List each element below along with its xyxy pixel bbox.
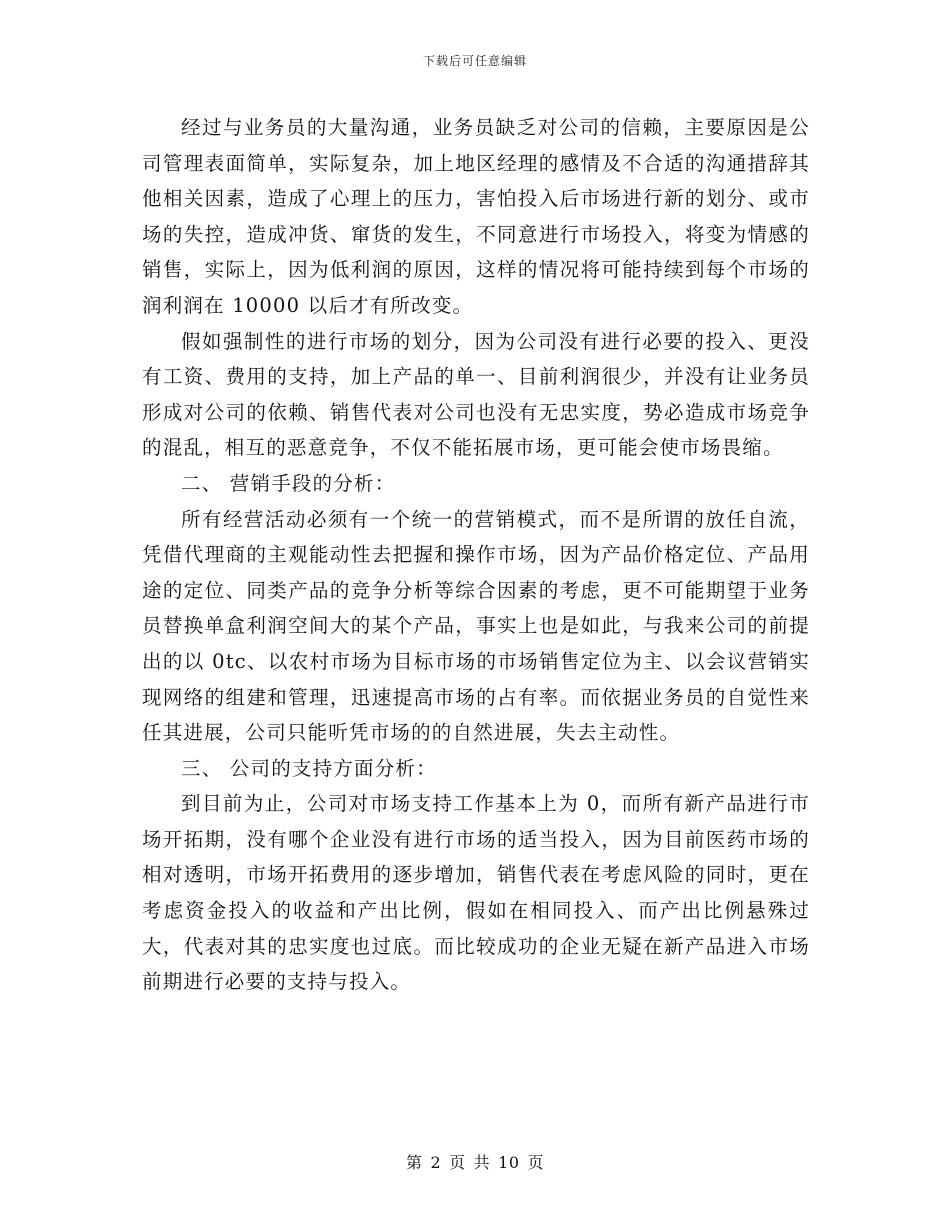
current-page-number: 2 [430, 1153, 442, 1172]
paragraph-3: 所有经营活动必须有一个统一的营销模式，而不是所谓的放任自流，凭借代理商的主观能动性去把握和操作市场，因为产品价格定位、产品用途的定位、同类产品的竞争分析等综合因素的考虑，更不可能期望于业务员替换单盒利润空间大的某个产品，事实上也是如此，与我来公司的前提出的以 0tc、以农村市场为目标市场的市场销售定位为主、以会议营销实现网络的组建和管理，迅速提高市场的占有率。而依据业务员的自觉性来任其进展，公司只能听凭市场的的自然进展，失去主动性。 [142, 507, 810, 745]
page-header: 下载后可任意编辑 [422, 54, 527, 68]
total-pages-number: 10 [498, 1153, 520, 1172]
section-heading-3: 三、 公司的支持方面分析： [181, 756, 437, 780]
paragraph-4: 到目前为止，公司对市场支持工作基本上为 0，而所有新产品进行市场开拓期，没有哪个企业没有进行市场的适当投入，因为目前医药市场的相对透明，市场开拓费用的逐步增加，销售代表在考虑风险的同时，更在考虑资金投入的收益和产出比例，假如在相同投入、而产出比例悬殊过大，代表对其的忠实度也过底。而比较成功的企业无疑在新产品进入市场前期进行必要的支持与投入。 [142, 792, 810, 994]
footer-total-word: 共 [473, 1153, 491, 1172]
paragraph-1: 经过与业务员的大量沟通，业务员缺乏对公司的信赖，主要原因是公司管理表面简单，实际复杂，加上地区经理的感情及不合适的沟通措辞其他相关因素，造成了心理上的压力，害怕投入后市场进行新的划分、或市场的失控，造成冲货、窜货的发生，不同意进行市场投入，将变为情感的销售，实际上，因为低利润的原因，这样的情况将可能持续到每个市场的润利润在 10000 以后才有所改变。 [142, 116, 810, 317]
section-heading-2: 二、 营销手段的分析： [181, 471, 396, 495]
document-body [142, 110, 810, 1000]
footer-suffix: 页 [527, 1153, 545, 1172]
page-footer [0, 1150, 950, 1173]
footer-prefix: 第 [405, 1153, 423, 1172]
footer-page-word: 页 [449, 1153, 466, 1172]
paragraph-2: 假如强制性的进行市场的划分，因为公司没有进行必要的投入、更没有工资、费用的支持，加上产品的单一、目前利润很少，并没有让业务员形成对公司的依赖、销售代表对公司也没有无忠实度，势必造成市场竞争的混乱，相互的恶意竞争，不仅不能拓展市场，更可能会使市场畏缩。 [142, 329, 810, 460]
